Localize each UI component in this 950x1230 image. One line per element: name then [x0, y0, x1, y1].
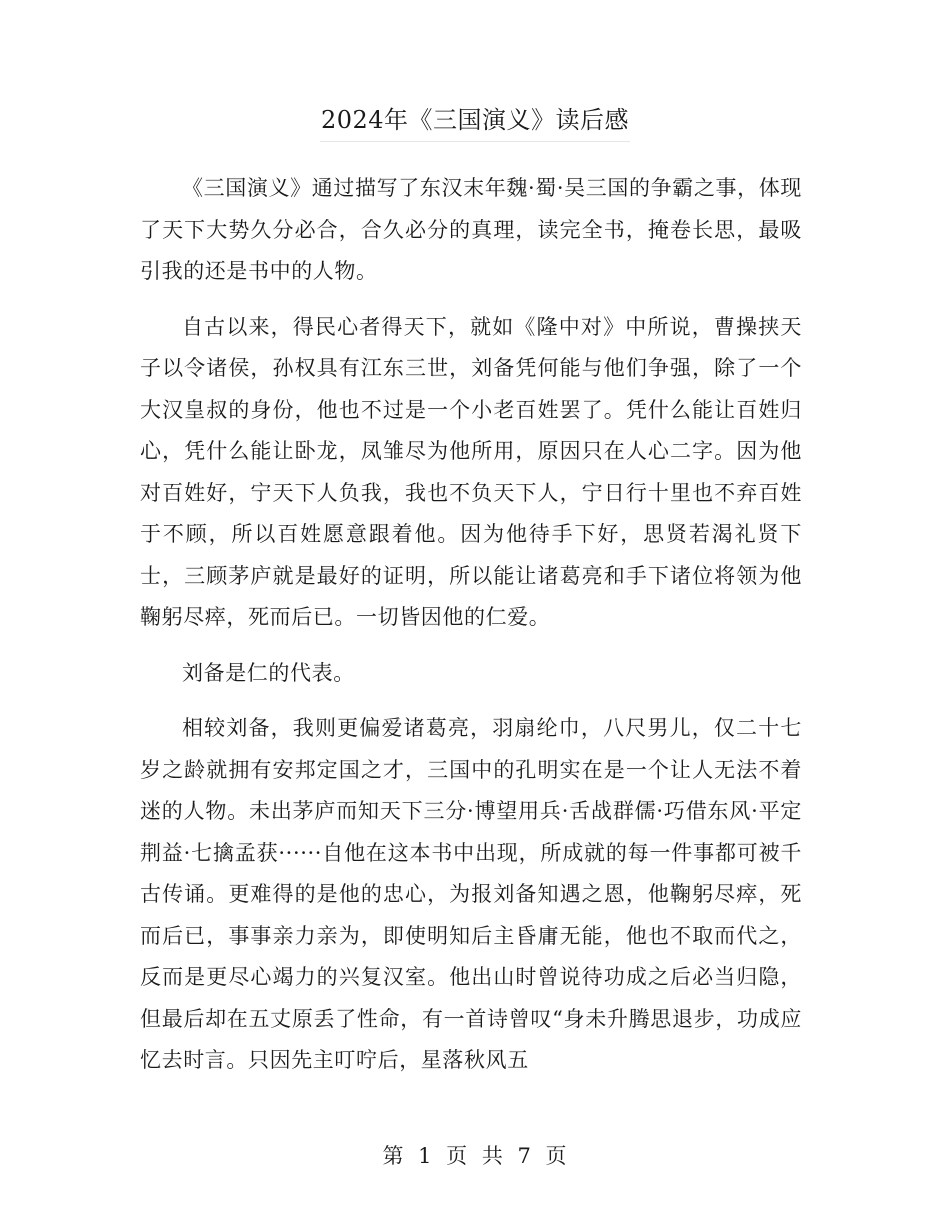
document-body	[140, 168, 802, 1096]
page-number-footer: 第 1 页 共 7 页	[382, 1144, 568, 1168]
paragraph-4: 相较刘备，我则更偏爱诸葛亮，羽扇纶巾，八尺男儿，仅二十七岁之龄就拥有安邦定国之才，三国中的孔明实在是一个让人无法不着迷的人物。未出茅庐而知天下三分·博望用兵·舌战群儒·巧借东风·平定荆益·七擒孟获······自他在这本书中出现，所成就的每一件事都可被千古传诵。更难得的是他的忠心，为报刘备知遇之恩，他鞠躬尽瘁，死而后已，事事亲力亲为，即使明知后主昏庸无能，他也不取而代之，反而是更尽心竭力的兴复汉室。他出山时曾说待功成之后必当归隐，但最后却在五丈原丢了性命，有一首诗曾叹“身未升腾思退步，功成应忆去时言。只因先主叮咛后，星落秋风五	[140, 716, 802, 1072]
paragraph-3: 刘备是仁的代表。	[182, 660, 355, 685]
paragraph-2: 自古以来，得民心者得天下，就如《隆中对》中所说，曹操挟天子以令诸侯，孙权具有江东三世，刘备凭何能与他们争强，除了一个大汉皇叔的身份，他也不过是一个小老百姓罢了。凭什么能让百姓归心，凭什么能让卧龙，凤雏尽为他所用，原因只在人心二字。因为他对百姓好，宁天下人负我，我也不负天下人，宁日行十里也不弃百姓于不顾，所以百姓愿意跟着他。因为他待手下好，思贤若渴礼贤下士，三顾茅庐就是最好的证明，所以能让诸葛亮和手下诸位将领为他鞠躬尽瘁，死而后已。一切皆因他的仁爱。	[140, 314, 802, 629]
paragraph-1: 《三国演义》通过描写了东汉末年魏·蜀·吴三国的争霸之事，体现了天下大势久分必合，合久必分的真理，读完全书，掩卷长思，最吸引我的还是书中的人物。	[140, 176, 802, 283]
title-divider	[320, 141, 630, 142]
document-title: 2024年《三国演义》读后感	[320, 106, 630, 134]
